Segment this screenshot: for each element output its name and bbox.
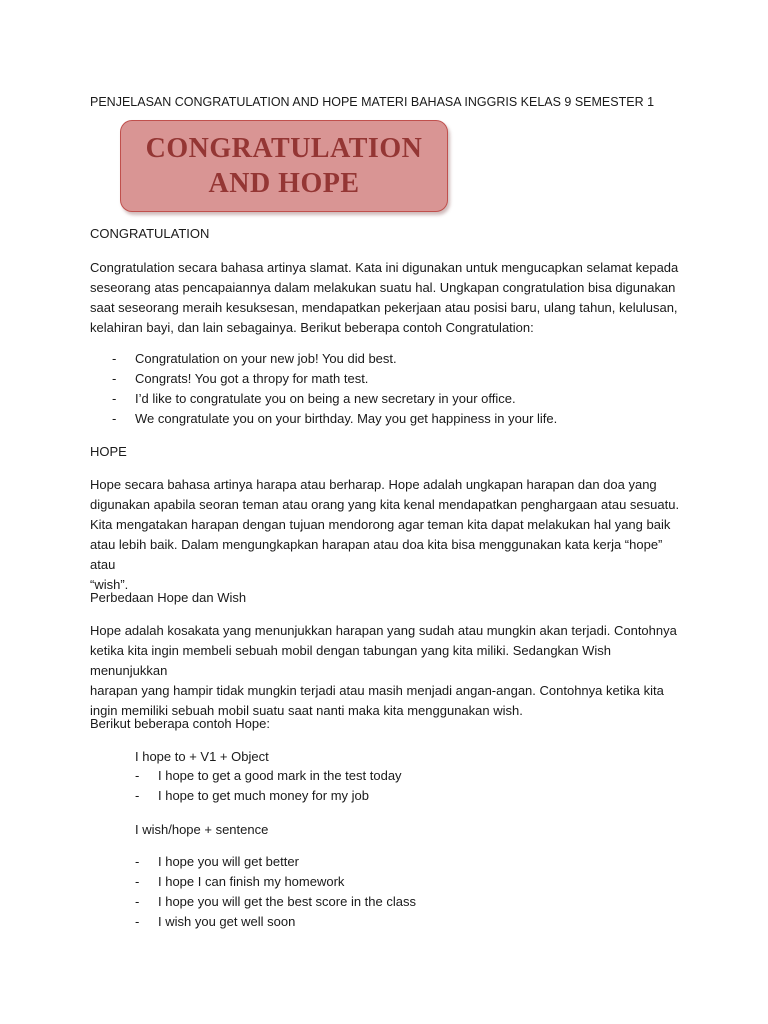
list-item-text: I hope you will get the best score in the class (158, 894, 416, 909)
list-item (90, 912, 682, 932)
congratulation-paragraph (90, 258, 682, 338)
title-banner (120, 120, 448, 212)
bullet-dash: - (112, 351, 117, 366)
list-item (90, 349, 682, 369)
bullet-dash: - (135, 854, 140, 869)
title-banner-line2: AND HOPE (208, 168, 360, 199)
list-item-text: Congratulation on your new job! You did best. (135, 351, 397, 366)
list-item-text: I hope to get much money for my job (158, 788, 369, 803)
list-item (90, 852, 682, 872)
difference-paragraph (90, 621, 682, 721)
pattern-one-list (90, 766, 682, 806)
paragraph-line: ketika kita ingin membeli sebuah mobil dengan tabungan yang kita miliki. Sedangkan Wish menunjukkan (90, 643, 612, 678)
paragraph-line: ingin memiliki sebuah mobil suatu saat nanti maka kita menggunakan wish. (90, 703, 523, 718)
paragraph-line: Congratulation secara bahasa artinya slamat. Kata ini digunakan untuk mengucapkan selamat kepada (90, 260, 679, 275)
paragraph-line: “wish”. (90, 577, 129, 592)
document-title: PENJELASAN CONGRATULATION AND HOPE MATERI BAHASA INGGRIS KELAS 9 SEMESTER 1 (90, 95, 655, 109)
list-item (90, 892, 682, 912)
title-banner-text (146, 131, 423, 201)
paragraph-line: seseorang atas pencapaiannya dalam melakukan suatu hal. Ungkapan congratulation bisa digunakan (90, 280, 676, 295)
list-item (90, 766, 682, 786)
bullet-dash: - (135, 874, 140, 889)
list-item (90, 409, 682, 429)
hope-examples-intro: Berikut beberapa contoh Hope: (90, 716, 270, 731)
list-item (90, 389, 682, 409)
paragraph-line: atau lebih baik. Dalam mengungkapkan harapan atau doa kita bisa menggunakan kata kerja “hope” atau (90, 537, 663, 572)
paragraph-line: Kita mengatakan harapan dengan tujuan mendorong agar teman kita dapat melakukan hal yang baik (90, 517, 671, 532)
paragraph-line: kelahiran bayi, dan lain sebagainya. Berikut beberapa contoh Congratulation: (90, 320, 534, 335)
bullet-dash: - (112, 371, 117, 386)
pattern-two-list (90, 852, 682, 932)
list-item (90, 786, 682, 806)
paragraph-line: Hope secara bahasa artinya harapa atau berharap. Hope adalah ungkapan harapan dan doa yang (90, 477, 657, 492)
list-item-text: We congratulate you on your birthday. May you get happiness in your life. (135, 411, 558, 426)
list-item-text: I hope I can finish my homework (158, 874, 345, 889)
congratulation-examples-list (90, 349, 682, 429)
bullet-dash: - (135, 914, 140, 929)
title-banner-line1: CONGRATULATION (145, 133, 423, 164)
bullet-dash: - (135, 768, 140, 783)
list-item (90, 872, 682, 892)
list-item-text: I’d like to congratulate you on being a new secretary in your office. (135, 391, 516, 406)
paragraph-line: digunakan apabila seoran teman atau orang yang kita kenal mendapatkan penghargaan atau sesuatu. (90, 497, 680, 512)
bullet-dash: - (112, 411, 117, 426)
hope-paragraph (90, 475, 682, 595)
list-item-text: I hope to get a good mark in the test today (158, 768, 402, 783)
pattern-two-label: I wish/hope + sentence (135, 822, 269, 837)
bullet-dash: - (135, 894, 140, 909)
bullet-dash: - (135, 788, 140, 803)
list-item (90, 369, 682, 389)
list-item-text: Congrats! You got a thropy for math test. (135, 371, 369, 386)
list-item-text: I wish you get well soon (158, 914, 296, 929)
paragraph-line: Hope adalah kosakata yang menunjukkan harapan yang sudah atau mungkin akan terjadi. Contohnya (90, 623, 677, 638)
pattern-one-label: I hope to + V1 + Object (135, 749, 269, 764)
bullet-dash: - (112, 391, 117, 406)
hope-heading: HOPE (90, 444, 127, 459)
paragraph-line: saat seseorang meraih kesuksesan, mendapatkan pekerjaan atau posisi baru, ulang tahun, kelulusan, (90, 300, 678, 315)
congratulation-heading: CONGRATULATION (90, 226, 210, 241)
list-item-text: I hope you will get better (158, 854, 299, 869)
difference-heading: Perbedaan Hope dan Wish (90, 590, 247, 605)
paragraph-line: harapan yang hampir tidak mungkin terjadi atau masih menjadi angan-angan. Contohnya ketika kita (90, 683, 664, 698)
